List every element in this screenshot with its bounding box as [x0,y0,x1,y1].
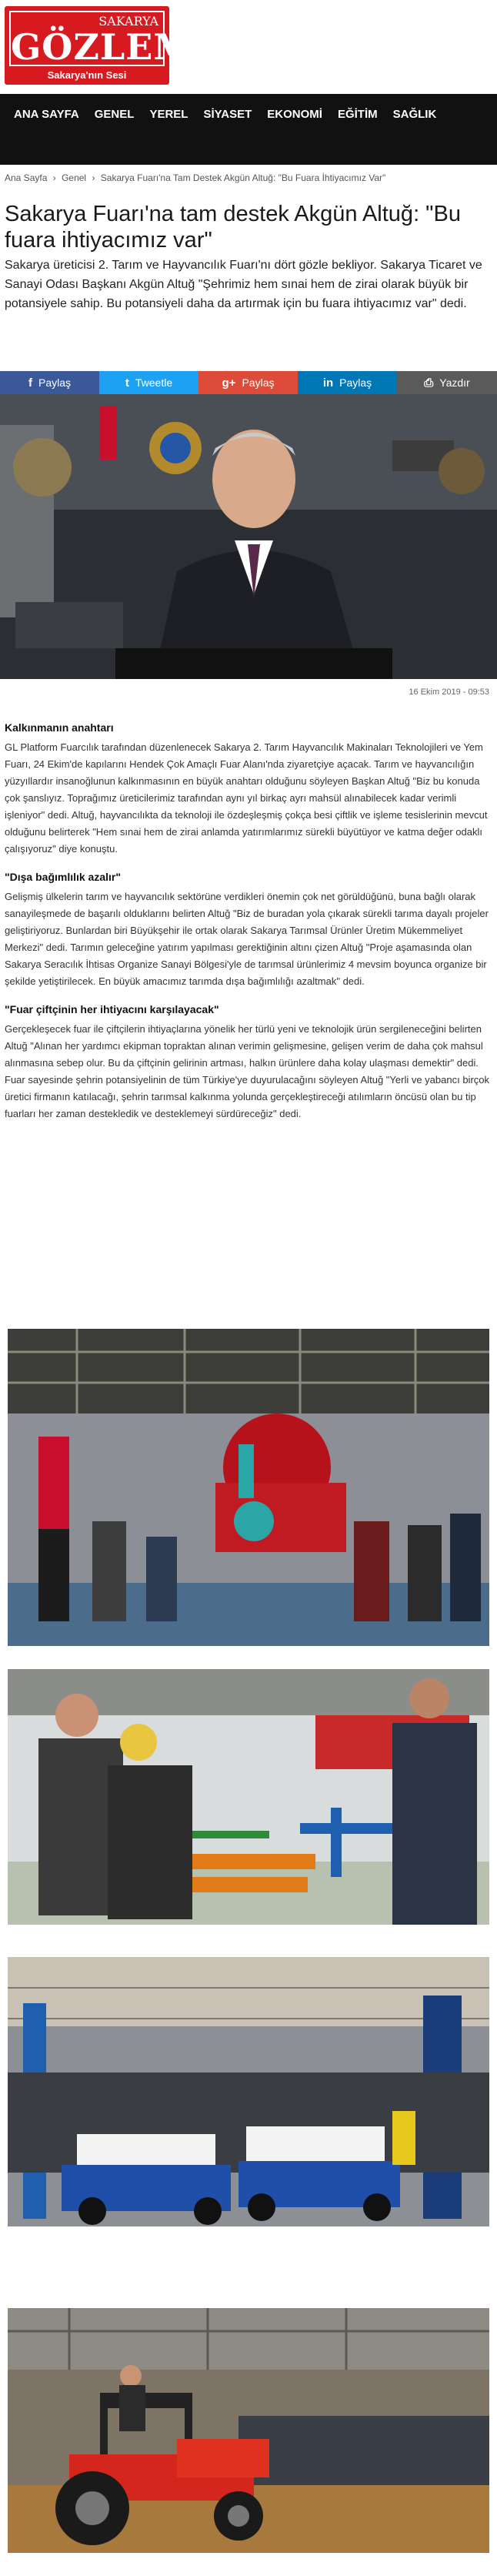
share-bar [0,371,497,394]
google-plus-share-button[interactable] [198,371,298,394]
fair-photo-robot [8,1329,489,1646]
facebook-icon: f [28,376,32,390]
twitter-icon: t [125,376,129,390]
facebook-share-button[interactable] [0,371,99,394]
nav-item-ana-sayfa[interactable]: ANA SAYFA [14,107,79,121]
share-label: Paylaş [242,376,275,389]
logo-main-text: GÖZLEM [11,26,194,68]
linkedin-icon: in [322,376,334,390]
print-button[interactable] [397,371,497,394]
fair-photo-tractor-image [8,2308,489,2553]
fair-photo-hall-image [8,1957,489,2226]
twitter-share-button[interactable] [99,371,198,394]
publish-date: 16 Ekim 2019 - 09:53 [409,687,489,697]
section-text: Gerçekleşecek fuar ile çiftçilerin ihtiyaçlarına yönelik her türlü yeni ve teknolojik ürün sergileneceğini belirten Altuğ "Alınan her yardımcı ekipman topraktan alınan verimin gelişmesine, gelişen verim de daha çok mahsul alınmasına sebep olur. Bu da çiftçinin gelirinin artması, halkın ürünlere daha kolay ulaşması demektir" dedi. Fuar sayesinde şehrin potansiyelinin de tüm Türkiye'ye duyurulacağını söyleyen Altuğ "Yerli ve yabancı birçok üretici firmanın katılacağı, şehrin tarımsal kalkınma yolunda gerçekleştireceği atılımların öncüsü olan bu tip fuarları her zaman destekledik ve desteklemeyi sürdüreceğiz" dedi. [5,1023,489,1119]
share-label: Paylaş [38,376,72,389]
nav-item-egitim[interactable]: EĞİTİM [337,107,378,121]
chevron-right-icon: › [92,172,95,183]
portrait-image [0,394,497,679]
google-plus-icon: g+ [222,376,236,390]
site-logo[interactable] [5,6,194,85]
share-label: Paylaş [339,376,372,389]
section-text: GL Platform Fuarcılık tarafından düzenlenecek Sakarya 2. Tarım Hayvancılık Makinaları Teknolojileri ve Yem Fuarı, 24 Ekim'de kapılarını Hendek Çok Amaçlı Fuar Alanı'nda ziyaretçiye açacak. Tarım ve hayvancılığın yüzyıllardır insanoğlunun kalkınmasının en büyük anahtarı olduğunu söyleyen Başkan Altuğ "Biz bu konuda çok şanslıyız. Toprağımız üreticilerimiz tarafından aynı yıl birkaç ayrı mahsül alınabilecek kadar verimli işleniyor" dedi. Altuğ, hayvancılıkta da teknoloji ile özdeşleşmiş çokça besi çiftlik ve işleme tesislerinin mevcut olduğunu belirterek "Hem sınai hem de zirai anlamda yatırımlarımız sürekli büyütüyor ve katma değer odaklı çalışıyoruz" diye konuştu. [5,741,488,855]
nav-item-siyaset[interactable]: SİYASET [203,107,252,121]
fair-photo-robot-image [8,1329,489,1646]
nav-item-yerel[interactable]: YEREL [149,107,188,121]
breadcrumb [5,172,389,183]
article-lead: Sakarya üreticisi 2. Tarım ve Hayvancılık Fuarı'nı dört gözle bekliyor. Sakarya Ticaret ve Sanayi Odası Başkanı Akgün Altuğ "Şehrimiz hem sınai hem de zirai olarak büyük bir potansiyele sahip. Bu potansiyeli daha da artırmak için bu fuara ihtiyacımız var" dedi. [5,259,482,310]
print-icon: ⎙ [424,376,434,390]
nav-item-saglik[interactable]: SAĞLIK [392,107,437,121]
breadcrumb-genel[interactable]: Genel [62,172,87,183]
section-heading: "Fuar çiftçinin her ihtiyacını karşılayacak" [5,1003,219,1015]
fair-photo-visitors-image [8,1669,489,1925]
print-label: Yazdır [439,376,470,389]
share-label: Tweetle [135,376,173,389]
section-text: Gelişmiş ülkelerin tarım ve hayvancılık sektörüne verdikleri önemin çok net görüldüğünü, buna bağlı olarak sanayileşmede de başarılı olduklarını belirten Altuğ "Biz de buradan yola çıkarak sürekli tarıma dayalı projeler geliştiriyoruz. Bunlardan biri Büyükşehir ile ortak olarak Sakarya Tarımsal Ürünler Üretim Mükemmeliyet Merkezi" dedi. Tarımın geleceğine yatırım yapılması gerektiğinin altını çizen Altuğ "Proje aşamasında olan Sakarya Seracılık İhtisas Organize Sanayi Bölgesi'yle de tarımsal ürünlerimiz 4 mevsim boyunca organize bir şekilde yetiştirilecek. En büyük amacımız tarımda dışa bağımlılığı azaltmak" dedi. [5,891,489,987]
fair-photo-tractor [8,2308,489,2553]
section-heading: Kalkınmanın anahtarı [5,721,114,734]
breadcrumb-current: Sakarya Fuarı'na Tam Destek Akgün Altuğ: "Bu Fuara İhtiyacımız Var" [100,172,386,183]
logo-top-text: SAKARYA [98,14,158,28]
fair-photo-visitors [8,1669,489,1925]
nav-item-genel[interactable]: GENEL [94,107,135,121]
chevron-right-icon: › [52,172,56,183]
article-title: Sakarya Fuarı'na tam destek Akgün Altuğ: "Bu fuara ihtiyacımız var" [5,202,461,253]
logo-slogan: Sakarya'nın Sesi [47,69,127,81]
breadcrumb-home[interactable]: Ana Sayfa [5,172,48,183]
main-nav [0,94,497,165]
nav-item-ekonomi[interactable]: EKONOMİ [267,107,322,121]
fair-photo-hall [8,1957,489,2226]
hero-photo [0,394,497,679]
section-heading: "Dışa bağımlılık azalır" [5,871,121,883]
article-body [5,719,491,1133]
site-header [0,0,497,169]
linkedin-share-button[interactable] [298,371,397,394]
